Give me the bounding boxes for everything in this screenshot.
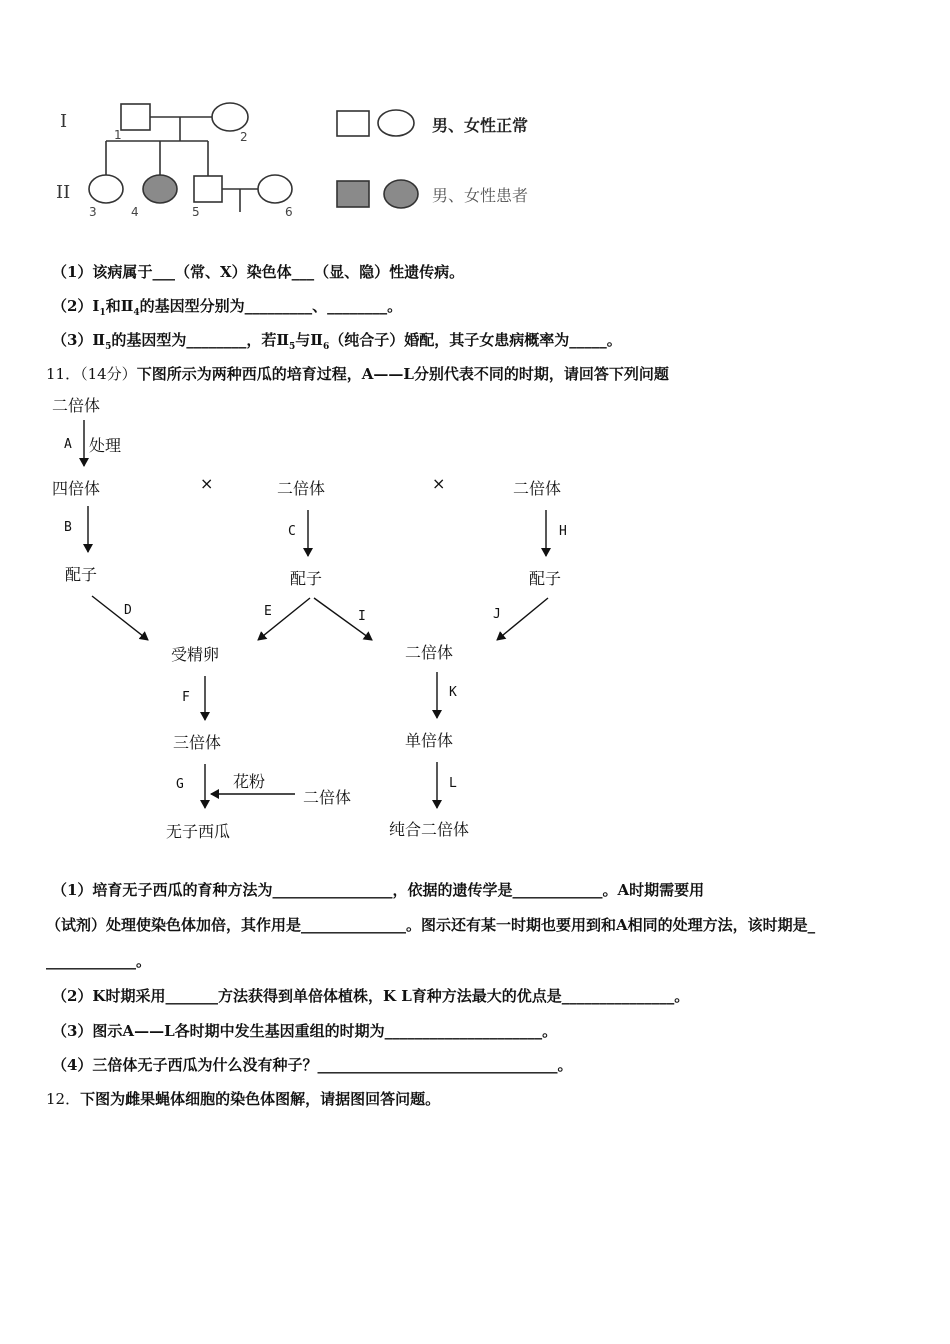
node-seedless-watermelon: 无子西瓜 — [166, 822, 231, 841]
stage-G-label: G — [176, 777, 184, 792]
node-haploid: 单倍体 — [405, 731, 454, 750]
pollen-label: 花粉 — [233, 772, 266, 791]
pedigree-number-1: 1 — [114, 128, 122, 142]
q10-part1: （1）该病属于___（常、X）染色体___（显、隐）性遗传病。 — [52, 263, 465, 281]
q11-part4: （4）三倍体无子西瓜为什么没有种子？________________________________。 — [52, 1056, 573, 1074]
node-diploid-top: 二倍体 — [52, 396, 101, 415]
cross-symbol-2: × — [432, 474, 446, 493]
cross-symbol-1: × — [200, 474, 214, 493]
node-gamete-2: 配子 — [290, 569, 323, 588]
pedigree-number-5: 5 — [192, 205, 200, 219]
q11-part1-line2: （试剂）处理使染色体加倍，其作用是______________。图示还有某一时期也要用到和A相同的处理方法，该时期是_ — [46, 916, 816, 934]
node-diploid-pollen: 二倍体 — [303, 788, 352, 807]
legend-affected-text: 男、女性患者 — [432, 186, 529, 205]
node-diploid-center: 二倍体 — [405, 643, 454, 662]
legend-normal-text: 男、女性正常 — [432, 116, 529, 135]
stage-I-label: I — [358, 609, 366, 624]
stage-C-label: C — [288, 524, 296, 539]
q11-stem: 11．（14分）下图所示为两种西瓜的培育过程，A——L分别代表不同的时期，请回答下列问题 — [46, 365, 669, 383]
q11-part2: （2）K时期采用_______方法获得到单倍体植株，K L育种方法最大的优点是_______________。 — [52, 987, 690, 1005]
pedigree-number-4: 4 — [131, 205, 139, 219]
node-tetraploid: 四倍体 — [52, 479, 101, 498]
node-gamete-3: 配子 — [529, 569, 562, 588]
pedigree-number-2: 2 — [240, 130, 248, 144]
q11-part1-line3: ____________。 — [46, 952, 152, 970]
arrow-D — [92, 596, 148, 640]
stage-J-label: J — [493, 607, 501, 622]
stage-F-label: F — [182, 690, 190, 705]
node-diploid-right: 二倍体 — [513, 479, 562, 498]
stage-L-label: L — [449, 776, 457, 791]
node-zygote: 受精卵 — [171, 645, 220, 664]
q12-stem: 12．下图为雌果蝇体细胞的染色体图解，请据图回答问题。 — [46, 1090, 441, 1108]
generation-I-label: I — [60, 111, 68, 132]
treatment-label: 处理 — [89, 436, 122, 455]
q11-part3: （3）图示A——L各时期中发生基因重组的时期为_____________________。 — [52, 1022, 558, 1040]
node-pure-diploid: 纯合二倍体 — [389, 820, 470, 839]
stage-K-label: K — [449, 685, 457, 700]
stage-D-label: D — [124, 603, 132, 618]
node-gamete-1: 配子 — [65, 565, 98, 584]
stage-H-label: H — [559, 524, 567, 539]
q11-part1-line1: （1）培育无子西瓜的育种方法为________________，依据的遗传学是____________。A时期需要用 — [52, 881, 705, 899]
arrow-J — [497, 598, 548, 640]
pedigree-number-3: 3 — [89, 205, 97, 219]
node-diploid-mid: 二倍体 — [277, 479, 326, 498]
q10-part2: $(2)Ⅰ_1$和$Ⅱ_4$的基因型分别为_________、________。 — [52, 297, 403, 318]
q10-part3: $(3)Ⅱ_5$的基因型为________，若$Ⅱ_5$与$Ⅱ_6$（纯合子）婚配，其子女患病概率为_____。 — [52, 331, 622, 352]
generation-II-label: II — [56, 182, 71, 203]
stage-E-label: E — [264, 604, 272, 619]
node-triploid: 三倍体 — [173, 733, 222, 752]
stage-A-label: A — [64, 437, 72, 452]
pedigree-number-6: 6 — [285, 205, 293, 219]
stage-B-label: B — [64, 520, 72, 535]
